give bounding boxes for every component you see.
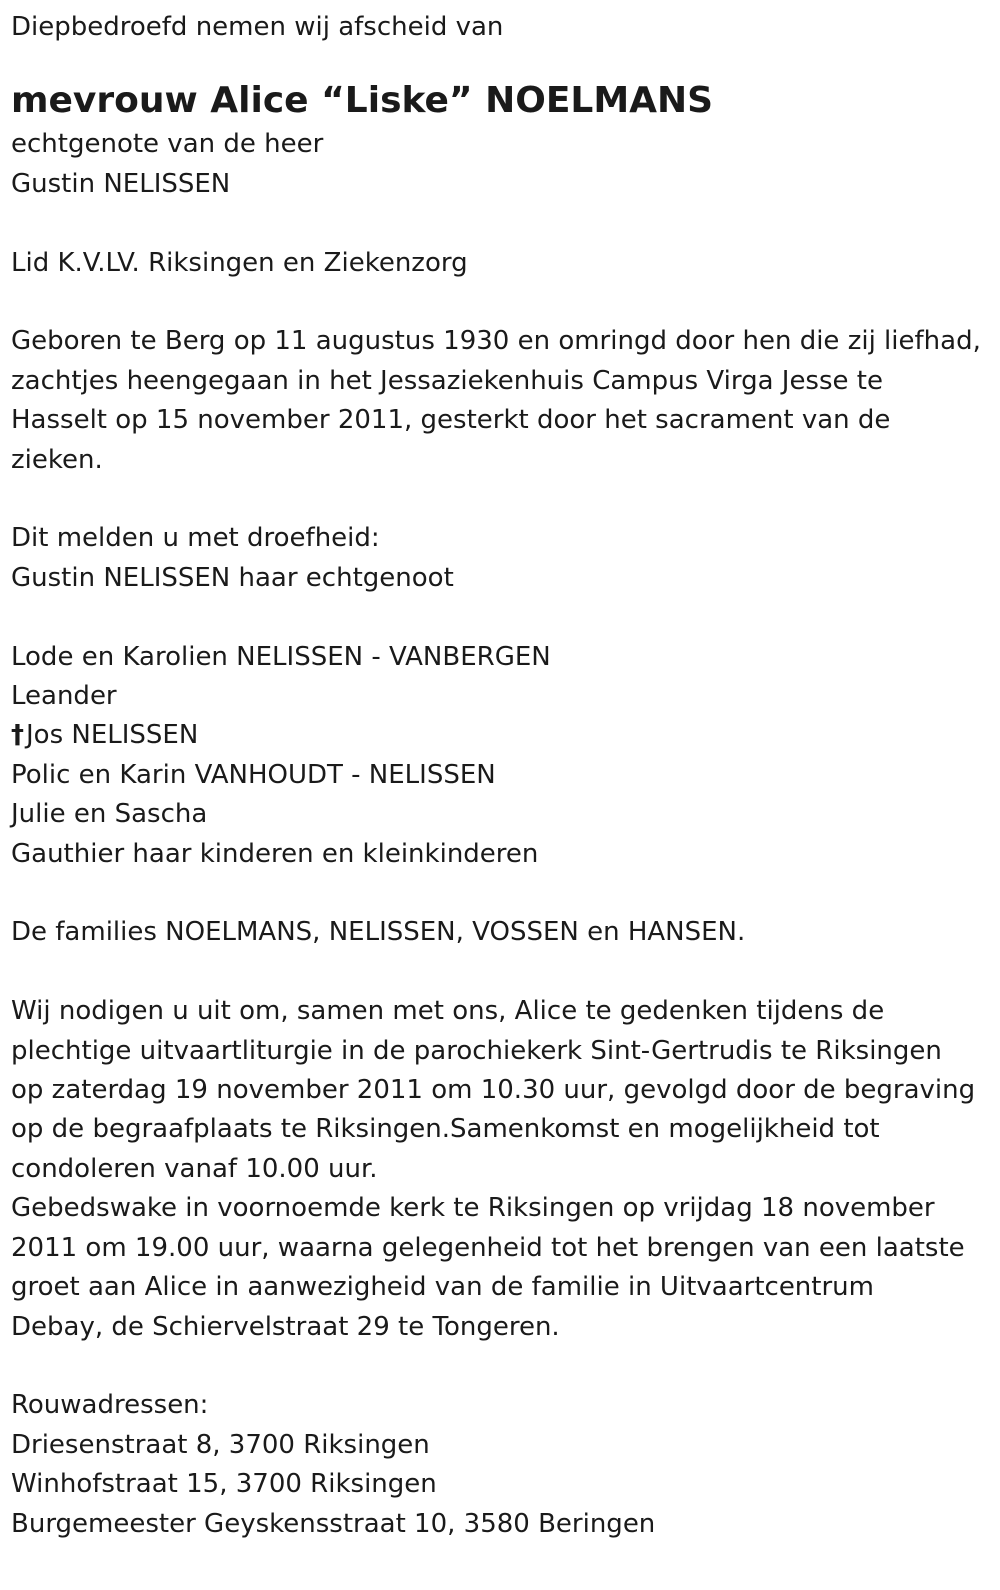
birth-death-paragraph: [11, 322, 991, 480]
intro-text: Diepbedroefd nemen wij afscheid van: [11, 12, 504, 42]
spacer: [11, 1347, 991, 1386]
family-member-name: Jos NELISSEN: [26, 720, 199, 751]
invitation-line: groet aan Alice in aanwezigheid van de familie in Uitvaartcentrum: [11, 1272, 874, 1303]
addresses-section: [11, 1386, 991, 1544]
address-item: Driesenstraat 8, 3700 Riksingen: [11, 1429, 430, 1460]
family-member: Gauthier haar kinderen en kleinkinderen: [11, 838, 539, 869]
spacer: [11, 283, 991, 322]
spacer: [11, 480, 991, 519]
membership-text: Lid K.V.LV. Riksingen en Ziekenzorg: [11, 247, 468, 278]
obituary-notice: [11, 8, 991, 1544]
family-member: Polic en Karin VANHOUDT - NELISSEN: [11, 759, 496, 790]
invitation-line: op de begraafplaats te Riksingen.Samenkomst en mogelijkheid tot: [11, 1114, 880, 1145]
addresses-heading: Rouwadressen:: [11, 1390, 209, 1421]
family-member: Lode en Karolien NELISSEN - VANBERGEN: [11, 641, 551, 672]
families-text: De families NOELMANS, NELISSEN, VOSSEN en HANSEN.: [11, 917, 746, 948]
invitation-line: Debay, de Schiervelstraat 29 te Tongeren.: [11, 1311, 560, 1342]
spouse-line-1: echtgenote van de heer: [11, 129, 324, 160]
invitation-line: condoleren vanaf 10.00 uur.: [11, 1153, 378, 1184]
spacer: [11, 204, 991, 243]
address-item: Burgemeester Geyskensstraat 10, 3580 Beringen: [11, 1508, 656, 1539]
family-member-deceased: [11, 716, 991, 755]
invitation-line: plechtige uitvaartliturgie in de parochiekerk Sint-Gertrudis te Riksingen: [11, 1035, 942, 1066]
spacer: [11, 953, 991, 992]
birth-death-line: zachtjes heengegaan in het Jessaziekenhuis Campus Virga Jesse te: [11, 365, 883, 396]
invitation-paragraph: [11, 992, 991, 1347]
deceased-name: mevrouw Alice “Liske” NOELMANS: [11, 80, 714, 122]
family-member: Leander: [11, 681, 117, 712]
family-list: [11, 638, 991, 874]
spacer: [11, 598, 991, 637]
announcement-spouse: Gustin NELISSEN haar echtgenoot: [11, 562, 454, 593]
birth-death-line: Geboren te Berg op 11 augustus 1930 en omringd door hen die zij liefhad,: [11, 326, 981, 357]
announcement-heading: Dit melden u met droefheid:: [11, 523, 380, 554]
address-item: Winhofstraat 15, 3700 Riksingen: [11, 1469, 437, 1500]
spacer: [11, 874, 991, 913]
spouse-line-2: Gustin NELISSEN: [11, 168, 231, 199]
invitation-line: Gebedswake in voornoemde kerk te Riksingen op vrijdag 18 november: [11, 1193, 935, 1224]
invitation-line: 2011 om 19.00 uur, waarna gelegenheid tot het brengen van een laatste: [11, 1232, 965, 1263]
invitation-line: op zaterdag 19 november 2011 om 10.30 uur, gevolgd door de begraving: [11, 1075, 976, 1106]
invitation-line: Wij nodigen u uit om, samen met ons, Alice te gedenken tijdens de: [11, 996, 885, 1027]
birth-death-line: Hasselt op 15 november 2011, gesterkt door het sacrament van de: [11, 405, 891, 436]
family-member: Julie en Sascha: [11, 799, 208, 830]
birth-death-line: zieken.: [11, 444, 103, 475]
cross-icon: †: [11, 720, 24, 751]
